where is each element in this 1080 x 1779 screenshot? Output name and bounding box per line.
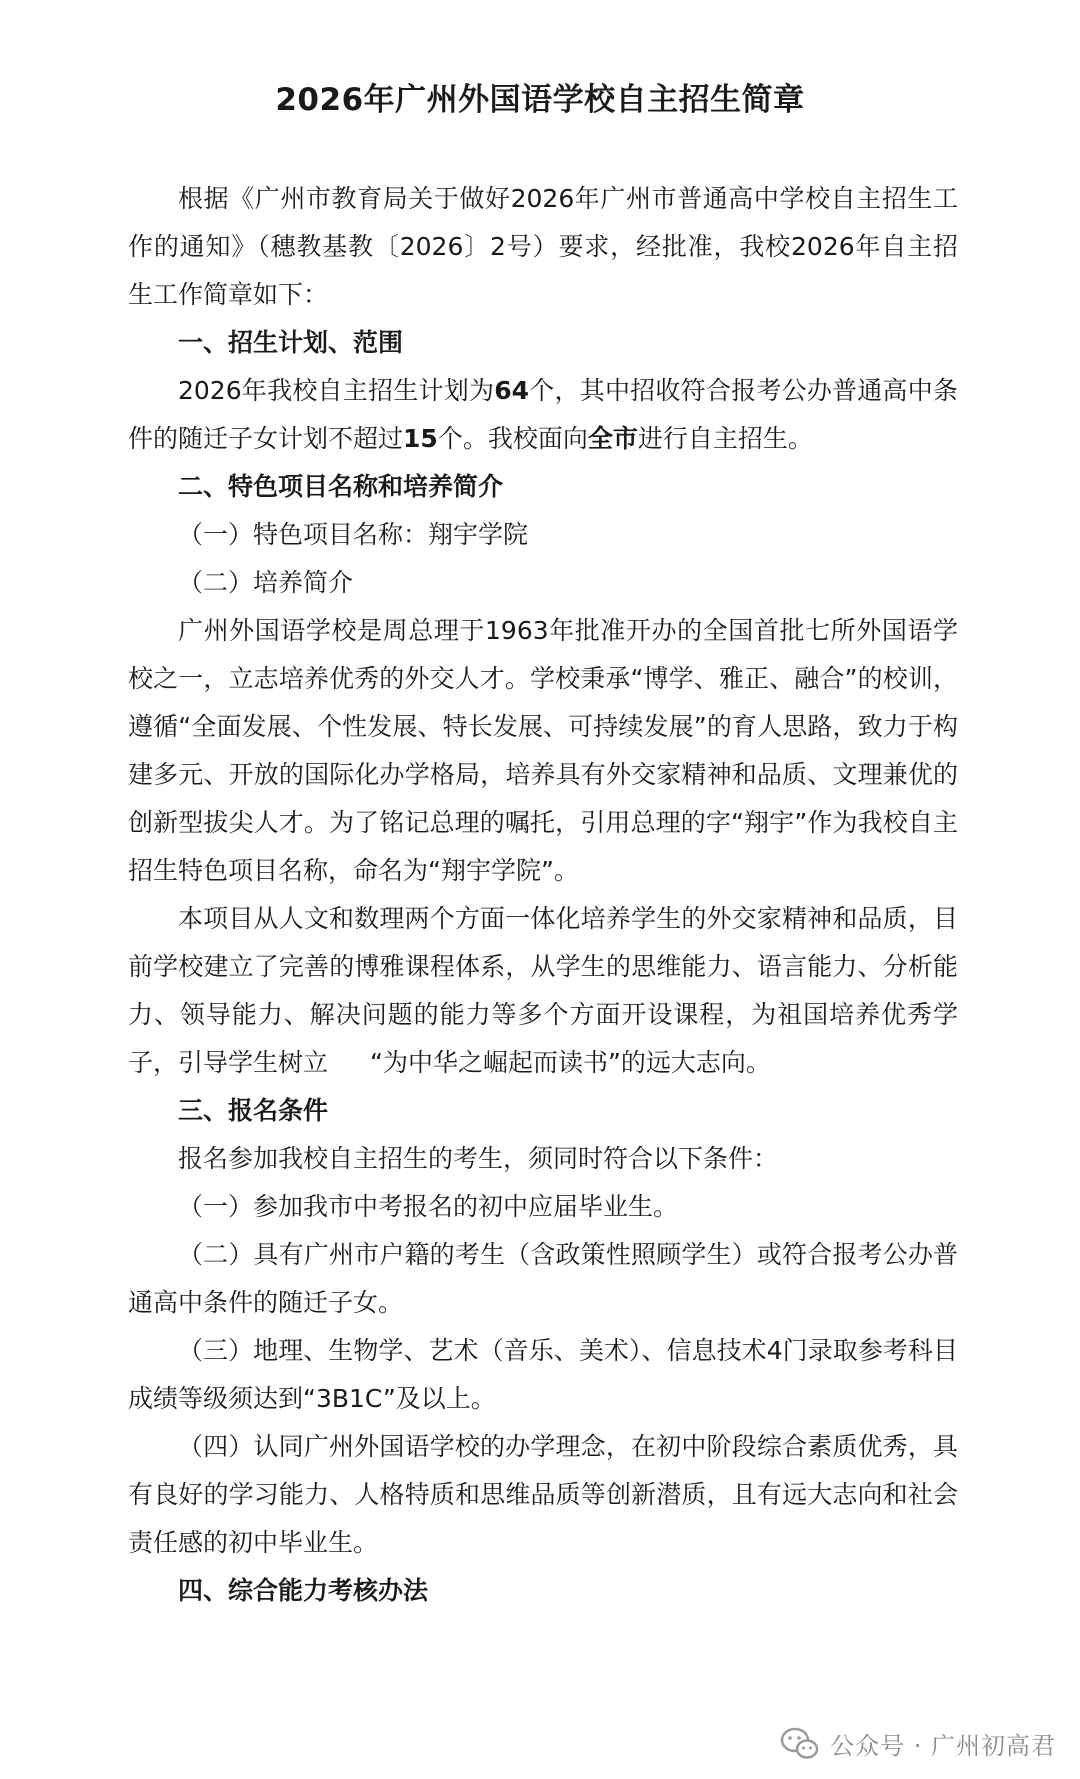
plan-text-1: 2026年我校自主招生计划为 bbox=[178, 376, 495, 405]
document-body bbox=[128, 175, 958, 1615]
enrollment-scope: 全市 bbox=[587, 424, 638, 453]
requirements-lead: 报名参加我校自主招生的考生，须同时符合以下条件： bbox=[178, 1144, 779, 1173]
plan-text-3: 个。我校面向 bbox=[437, 424, 588, 453]
plan-quota: 64 bbox=[494, 376, 529, 405]
program-detail-text: 本项目从人文和数理两个方面一体化培养学生的外交家精神和品质，目前学校建立了完善的博雅课程体系，从学生的思维能力、语言能力、分析能力、领导能力、解决问题的能力等多个方面开设课程，为祖国培养优秀学子，引导学生树立 bbox=[128, 904, 958, 1077]
program-name-item: （一）特色项目名称：翔宇学院 bbox=[178, 520, 529, 549]
program-intro-item: （二）培养简介 bbox=[178, 568, 354, 597]
requirement-item: （一）参加我市中考报名的初中应届毕业生。 bbox=[178, 1192, 679, 1221]
plan-text-2: 个，其中招收符合报考公办普通高中条件的随迁子女计划不超过 bbox=[128, 376, 958, 453]
section-heading-enrollment-plan: 一、招生计划、范围 bbox=[178, 328, 404, 357]
program-slogan-text: “为中华之崛起而读书”的远大志向。 bbox=[370, 1048, 771, 1077]
section-heading-assessment: 四、综合能力考核办法 bbox=[178, 1576, 429, 1605]
wechat-icon bbox=[780, 1727, 820, 1761]
section-heading-program: 二、特色项目名称和培养简介 bbox=[178, 472, 504, 501]
requirement-item: （四）认同广州外国语学校的办学理念，在初中阶段综合素质优秀，具有良好的学习能力、人格特质和思维品质等创新潜质，且有远大志向和社会责任感的初中毕业生。 bbox=[128, 1432, 958, 1557]
page-title: 2026年广州外国语学校自主招生简章 bbox=[275, 82, 805, 118]
school-intro-paragraph: 广州外国语学校是周总理于1963年批准开办的全国首批七所外国语学校之一，立志培养优秀的外交人才。学校秉承“博学、雅正、融合”的校训，遵循“全面发展、个性发展、特长发展、可持续发展”的育人思路，致力于构建多元、开放的国际化办学格局，培养具有外交家精神和品质、文理兼优的创新型拔尖人才。为了铭记总理的嘱托，引用总理的字“翔宇”作为我校自主招生特色项目名称，命名为“翔宇学院”。 bbox=[128, 616, 958, 885]
section-heading-requirements: 三、报名条件 bbox=[178, 1096, 329, 1125]
requirement-item: （三）地理、生物学、艺术（音乐、美术）、信息技术4门录取参考科目成绩等级须达到“3B1C”及以上。 bbox=[128, 1336, 958, 1413]
watermark bbox=[780, 1726, 1056, 1761]
program-detail-paragraph bbox=[128, 895, 958, 1087]
intro-paragraph: 根据《广州市教育局关于做好2026年广州市普通高中学校自主招生工作的通知》（穗教基教〔2026〕2号）要求，经批准，我校2026年自主招生工作简章如下： bbox=[128, 184, 958, 309]
enrollment-plan-paragraph bbox=[128, 367, 958, 463]
migrant-quota: 15 bbox=[403, 424, 438, 453]
watermark-text: 公众号 · 广州初高君 bbox=[830, 1732, 1056, 1760]
requirement-item: （二）具有广州市户籍的考生（含政策性照顾学生）或符合报考公办普通高中条件的随迁子女。 bbox=[128, 1240, 958, 1317]
plan-text-4: 进行自主招生。 bbox=[637, 424, 813, 453]
